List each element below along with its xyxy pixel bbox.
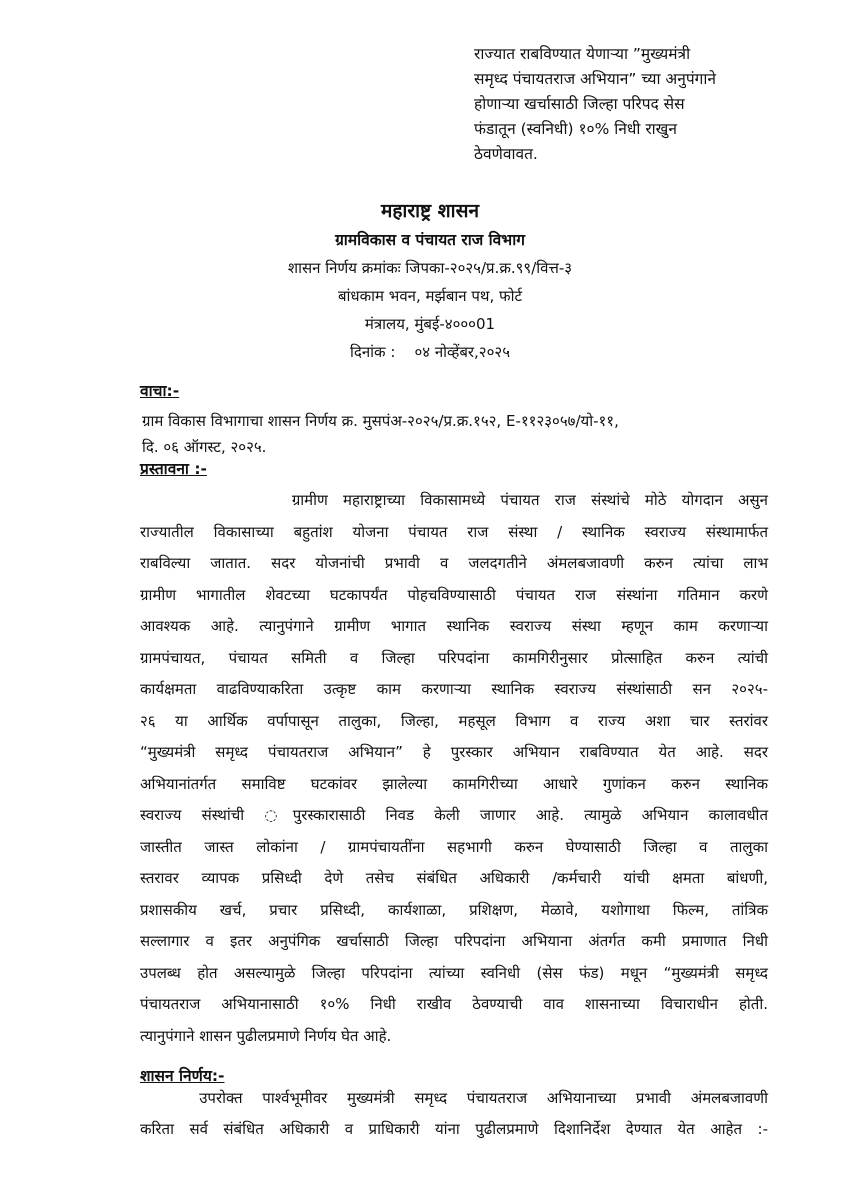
subject-line: राज्यात राबविण्यात येणाऱ्या ”मुख्यमंत्री [474, 45, 691, 63]
government-title: महाराष्ट्र शासन [380, 200, 479, 222]
preamble-line: ग्रामीण महाराष्ट्राच्या विकासामध्ये पंचायत राज संस्थांचे मोठे योगदान असुन [140, 491, 768, 509]
reading-line: ग्राम विकास विभागाचा शासन निर्णय क्र. मुसपंअ-२०२५/प्र.क्र.१५२, E-११२३०५७/यो-११, [142, 412, 619, 430]
subject-line: होणाऱ्या खर्चासाठी जिल्हा परिपद सेस [474, 95, 685, 113]
address-line-2: मंत्रालय, मुंबई-४०००01 [364, 315, 496, 333]
preamble-line: ग्रामपंचायत, पंचायत समिती व जिल्हा परिपदांना कामगिरीनुसार प्रोत्साहित करुन त्यांची [140, 648, 768, 667]
preamble-text [140, 485, 768, 1052]
gr-number: शासन निर्णय क्रमांकः जिपका-२०२५/प्र.क्र.९९/वित्त-३ [287, 259, 573, 277]
preamble-line: राबविल्या जातात. सदर योजनांची प्रभावी व जलदगतीने अंमलबजावणी करुन त्यांचा लाभ [140, 554, 768, 572]
preamble-line: उपलब्ध होत असल्यामुळे जिल्हा परिपदांना त्यांच्या स्वनिधी (सेस फंड) मधून “मुख्यमंत्री समृध्द [140, 963, 768, 982]
preamble-line: “मुख्यमंत्री समृध्द पंचायतराज अभियान” हे पुरस्कार अभियान राबविण्यात येत आहे. सदर [140, 743, 768, 761]
preamble-line: पंचायतराज अभियानासाठी १०% निधी राखीव ठेवण्याची वाव शासनाच्या विचाराधीन होती. [140, 995, 768, 1013]
preamble-line: सल्लागार व इतर अनुपंगिक खर्चासाठी जिल्हा परिपदांना अभियाना अंतर्गत कमी प्रमाणात निधी [140, 932, 768, 950]
address-line-1: बांधकाम भवन, मर्झबान पथ, फोर्ट [337, 287, 523, 305]
subject-block [474, 42, 768, 167]
reading-label: वाचा:- [140, 382, 180, 400]
preamble-line: ग्रामीण भागातील शेवटच्या घटकापर्यंत पोहचविण्यासाठी पंचायत राज संस्थांना गतिमान करणे [140, 585, 768, 604]
decision-label: शासन निर्णय:- [140, 1067, 225, 1085]
preamble-line: कार्यक्षमता वाढविण्याकरिता उत्कृष्ट काम करणाऱ्या स्थानिक स्वराज्य संस्थांसाठी सन २०२५- [140, 680, 768, 698]
preamble-label: प्रस्तावना :- [140, 460, 207, 478]
subject-line: समृध्द पंचायतराज अभियान” च्या अनुपंगाने [474, 70, 716, 88]
preamble-line: जास्तीत जास्त लोकांना / ग्रामपंचायतींना सहभागी करुन घेण्यासाठी जिल्हा व तालुका [140, 837, 768, 856]
preamble-line: अभियानांतर्गत समाविष्ट घटकांवर झालेल्या कामगिरीच्या आधारे गुणांकन करुन स्थानिक [140, 774, 768, 793]
reading-reference [142, 408, 768, 460]
preamble-line: स्वराज्य संस्थांची ◌पुरस्कारासाठी निवड केली जाणार आहे. त्यामुळे अभियान कालावधीत [140, 806, 768, 824]
department-title: ग्रामविकास व पंचायत राज विभाग [335, 231, 525, 249]
decision-line: उपरोक्त पार्श्वभूमीवर मुख्यमंत्री समृध्द पंचायतराज अभियानाच्या प्रभावी अंमलबजावणी [140, 1089, 768, 1107]
decision-line: करिता सर्व संबंधित अधिकारी व प्राधिकारी यांना पुढीलप्रमाणे दिशानिर्देश देण्यात येत आहेत :- [140, 1120, 768, 1138]
document-header [250, 196, 610, 366]
preamble-line: प्रशासकीय खर्च, प्रचार प्रसिध्दी, कार्यशाळा, प्रशिक्षण, मेळावे, यशोगाथा फिल्म, तांत्रिक [140, 900, 768, 919]
preamble-line: आवश्यक आहे. त्यानुपंगाने ग्रामीण भागात स्थानिक स्वराज्य संस्था म्हणून काम करणाऱ्या [140, 617, 768, 635]
preamble-line: राज्यातील विकासाच्या बहुतांश योजना पंचायत राज संस्था / स्थानिक स्वराज्य संस्थामार्फत [140, 522, 768, 541]
document-date: दिनांक : ०४ नोव्हेंबर,२०२५ [349, 343, 511, 361]
subject-line: फंडातून (स्वनिधी) १०% निधी राखुन [474, 120, 677, 138]
preamble-line: स्तरावर व्यापक प्रसिध्दी देणे तसेच संबंधित अधिकारी /कर्मचारी यांची क्षमता बांधणी, [140, 869, 768, 887]
preamble-line: त्यानुपंगाने शासन पुढीलप्रमाणे निर्णय घेत आहे. [140, 1026, 392, 1045]
subject-line: ठेवणेवावत. [474, 145, 538, 163]
preamble-line: २६ या आर्थिक वर्पापासून तालुका, जिल्हा, महसूल विभाग व राज्य अशा चार स्तरांवर [140, 711, 768, 730]
reading-line: दि. ०६ ऑगस्ट, २०२५. [142, 438, 267, 456]
decision-text [140, 1083, 768, 1145]
